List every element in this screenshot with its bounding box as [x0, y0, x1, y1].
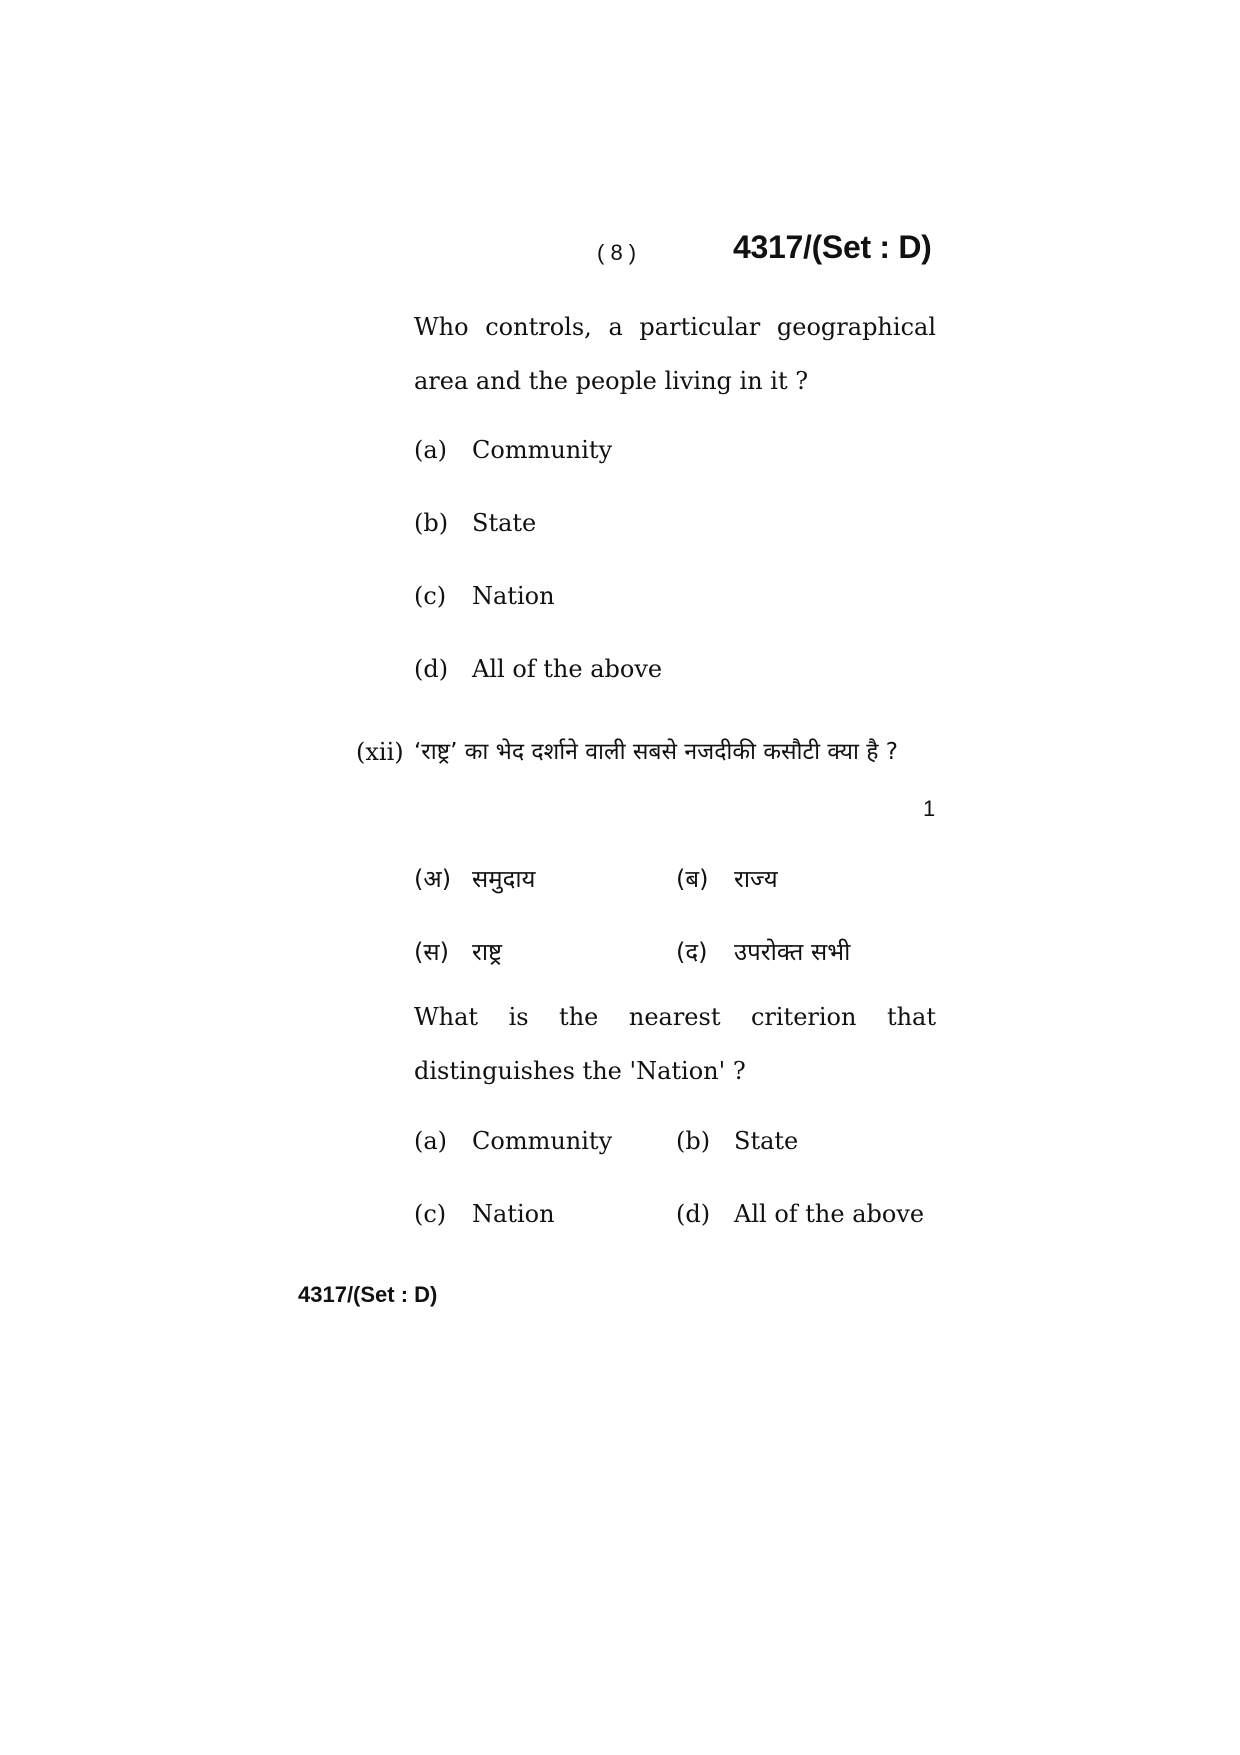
option-label: (a): [414, 436, 448, 464]
question-xii-hindi-text: ‘राष्ट्र’ का भेद दर्शाने वाली सबसे नजदीकी कसौटी क्या है ?: [414, 739, 898, 765]
option-text: Nation: [472, 582, 555, 610]
option-text: राज्य: [734, 865, 778, 893]
option-text: All of the above: [472, 655, 663, 683]
option-label: (स): [414, 938, 449, 966]
option-text: उपरोक्त सभी: [734, 938, 851, 966]
option-label: (b): [676, 1127, 711, 1155]
option-label: (द): [676, 938, 708, 966]
paper-code-header: 4317/(Set : D): [733, 229, 932, 265]
option-text: State: [472, 509, 537, 537]
option-text: Community: [472, 1127, 613, 1155]
option-label: (a): [414, 1127, 448, 1155]
question-xii-english-text: What is the nearest criterion that distinguishes the 'Nation' ?: [414, 1003, 936, 1085]
option-label: (d): [676, 1200, 711, 1228]
option-text: Community: [472, 436, 613, 464]
option-label: (अ): [414, 865, 452, 893]
question-marks: 1: [923, 796, 936, 821]
question-number: (xii): [356, 738, 404, 766]
option-label: (c): [414, 582, 447, 610]
option-text: समुदाय: [472, 865, 536, 893]
paper-code-footer: 4317/(Set : D): [298, 1282, 438, 1307]
option-label: (b): [414, 509, 449, 537]
option-text: Nation: [472, 1200, 555, 1228]
option-text: All of the above: [734, 1200, 925, 1228]
question-xi-english-text: Who controls, a particular geographical area and the people living in it ?: [414, 313, 936, 395]
option-label: (ब): [676, 865, 709, 893]
option-label: (c): [414, 1200, 447, 1228]
option-text: राष्ट्र: [472, 938, 503, 966]
option-text: State: [734, 1127, 799, 1155]
page-number: ( 8 ): [597, 240, 637, 265]
option-label: (d): [414, 655, 449, 683]
